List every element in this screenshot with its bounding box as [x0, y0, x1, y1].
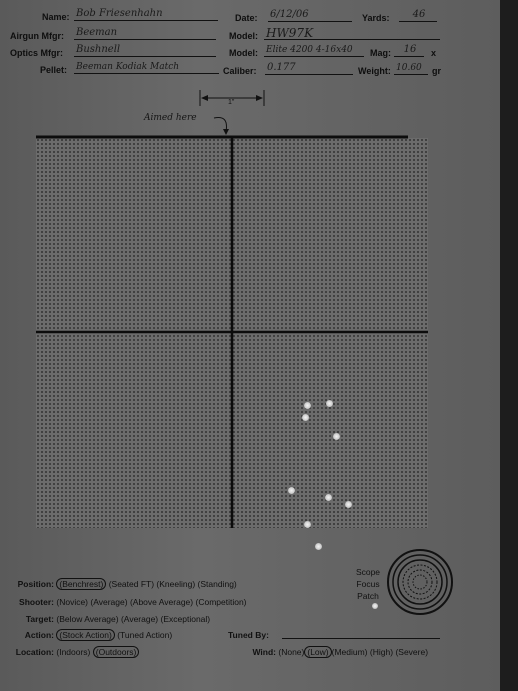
pellet-hole — [304, 402, 311, 409]
caliber-label: Caliber: — [223, 66, 257, 76]
location-label: Location: — [15, 647, 54, 657]
name-field[interactable]: Bob Friesenhahn — [74, 8, 218, 21]
model-label: Model: — [229, 31, 258, 41]
wind-row — [246, 647, 428, 657]
scope-model-field[interactable]: Elite 4200 4-16x40 — [264, 44, 364, 57]
scope-patch-line: Focus — [356, 579, 380, 589]
target-below-average[interactable]: (Below Average) — [56, 614, 119, 624]
weight-label: Weight: — [358, 66, 391, 76]
target-average[interactable]: (Average) — [120, 614, 159, 624]
location-indoors[interactable]: (Indoors) — [56, 647, 91, 657]
scope-model-label: Model: — [229, 48, 258, 58]
action-row — [6, 630, 172, 640]
pellet-hole — [302, 414, 309, 421]
action-tuned[interactable]: (Tuned Action) — [117, 630, 173, 640]
location-row — [6, 647, 139, 657]
pellet-label: Pellet: — [40, 65, 68, 75]
mag-field[interactable]: 16 — [394, 44, 424, 57]
page-edge — [500, 0, 518, 691]
wind-none[interactable]: (None) — [278, 647, 305, 657]
scale-label: 1" — [228, 99, 235, 106]
position-benchrest[interactable]: (Benchrest) — [56, 578, 106, 590]
pellet-hole — [345, 501, 352, 508]
wind-label: Wind: — [252, 647, 276, 657]
tuned-by-field[interactable] — [282, 638, 440, 639]
scope-patch-line: Scope — [355, 567, 381, 577]
shooter-above-average[interactable]: (Above Average) — [129, 597, 194, 607]
tuned-by-label: Tuned By: — [228, 630, 269, 640]
pellet-hole — [333, 433, 340, 440]
model-field[interactable]: HW97K — [264, 27, 440, 40]
location-outdoors[interactable]: (Outdoors) — [93, 646, 140, 658]
scope-patch-line: Patch — [357, 591, 379, 601]
scope-patch-label — [348, 566, 388, 602]
shooter-average[interactable]: (Average) — [90, 597, 128, 607]
scope-focus-target-icon — [386, 548, 454, 616]
aim-label: Aimed here — [144, 113, 197, 123]
optics-label: Optics Mfgr: — [10, 48, 63, 58]
position-standing[interactable]: (Standing) — [197, 579, 237, 589]
pellet-hole — [326, 400, 333, 407]
optics-field[interactable]: Bushnell — [74, 44, 216, 57]
shooter-competition[interactable]: (Competition) — [195, 597, 247, 607]
date-label: Date: — [235, 13, 258, 23]
mag-unit: x — [431, 48, 437, 58]
position-row — [6, 579, 237, 589]
position-kneeling[interactable]: (Kneeling) — [156, 579, 196, 589]
wind-medium[interactable]: (Medium) — [331, 647, 368, 657]
weight-field[interactable]: 10.60 — [394, 62, 428, 75]
mag-label: Mag: — [370, 48, 391, 58]
target-exceptional[interactable]: (Exceptional) — [160, 614, 211, 624]
shooter-novice[interactable]: (Novice) — [56, 597, 89, 607]
airgun-label: Airgun Mfgr: — [10, 31, 64, 41]
position-seated-ft[interactable]: (Seated FT) — [108, 579, 155, 589]
date-field[interactable]: 6/12/06 — [268, 9, 352, 22]
airgun-field[interactable]: Beeman — [74, 27, 216, 40]
target-label: Target: — [25, 614, 54, 624]
position-label: Position: — [17, 579, 54, 589]
target-row — [6, 614, 210, 624]
yards-field[interactable]: 46 — [399, 9, 437, 22]
pellet-hole — [325, 494, 332, 501]
action-stock[interactable]: (Stock Action) — [56, 629, 114, 641]
wind-low[interactable]: (Low) — [304, 646, 331, 658]
shooter-label: Shooter: — [19, 597, 54, 607]
wind-high[interactable]: (High) — [369, 647, 394, 657]
pellet-hole — [288, 487, 295, 494]
scope-patch-hole — [372, 603, 378, 609]
caliber-field[interactable]: 0.177 — [265, 62, 353, 75]
pellet-hole — [315, 543, 322, 550]
wind-severe[interactable]: (Severe) — [395, 647, 429, 657]
name-label: Name: — [42, 12, 70, 22]
pellet-field[interactable]: Beeman Kodiak Match — [74, 61, 219, 74]
shooter-row — [6, 597, 247, 607]
yards-label: Yards: — [362, 13, 390, 23]
action-label: Action: — [24, 630, 54, 640]
weight-unit: gr — [432, 66, 441, 76]
pellet-hole — [304, 521, 311, 528]
